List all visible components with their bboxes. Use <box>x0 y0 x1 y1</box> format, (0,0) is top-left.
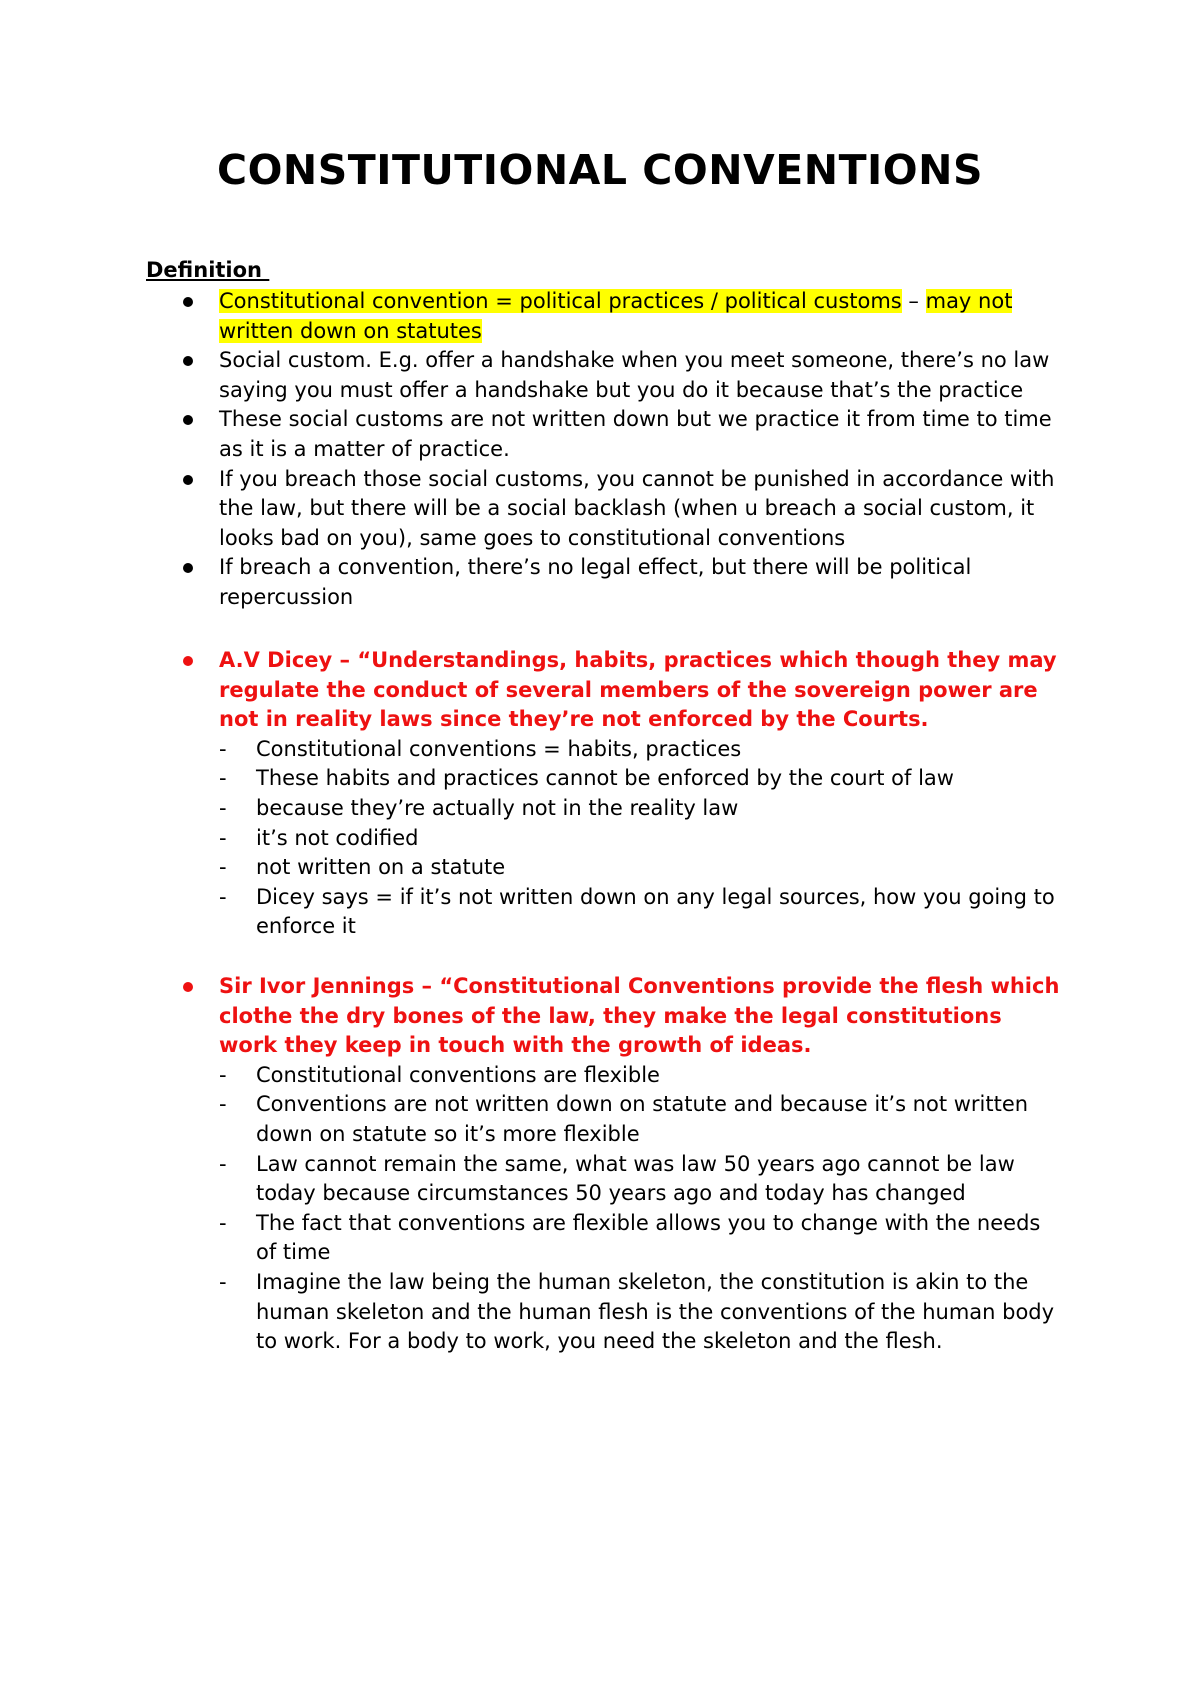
list-item <box>0 465 1200 554</box>
list-item-text: Law cannot remain the same, what was law 50 years ago cannot be law today because circumstances 50 years ago and today has changed <box>256 1151 1015 1206</box>
page-title: CONSTITUTIONAL CONVENTIONS <box>216 146 983 194</box>
list-item <box>0 405 1200 464</box>
list-item <box>0 553 1200 612</box>
list-item-text: it’s not codified <box>256 825 419 850</box>
list-item <box>0 1268 1200 1357</box>
list-item-text: Dicey says = if it’s not written down on any legal sources, how you going to enforce it <box>256 884 1055 939</box>
definition-list <box>0 287 1200 613</box>
dash-icon: - <box>219 1062 227 1087</box>
list-item <box>0 1090 1200 1149</box>
list-item <box>0 972 1200 1357</box>
dicey-section <box>0 646 1200 942</box>
bullet-icon <box>183 356 193 366</box>
bullet-icon <box>183 656 193 666</box>
bullet-icon <box>183 297 193 307</box>
dash-icon: - <box>219 855 227 880</box>
dash-icon: - <box>219 766 227 791</box>
bullet-icon <box>183 475 193 485</box>
list-item <box>0 824 1200 854</box>
list-item-text: These habits and practices cannot be enforced by the court of law <box>256 766 954 791</box>
list-item <box>0 346 1200 405</box>
dash-icon: - <box>219 1151 227 1176</box>
list-item <box>0 646 1200 942</box>
jennings-section <box>0 972 1200 1357</box>
dash-icon: - <box>219 825 227 850</box>
definition-heading: Definition <box>146 258 270 282</box>
dash-icon: - <box>219 795 227 820</box>
jennings-quote: Sir Ivor Jennings – “Constitutional Conventions provide the flesh which clothe the dry bones of the law, they make the legal constitutions work they keep in touch with the growth of ideas. <box>219 974 1060 1058</box>
list-item-text: If breach a convention, there’s no legal effect, but there will be political repercussion <box>219 555 972 609</box>
list-item <box>0 764 1200 794</box>
list-item-text: because they’re actually not in the reality law <box>256 795 739 820</box>
list-item-text: If you breach those social customs, you cannot be punished in accordance with the law, but there will be a social backlash (when u breach a social custom, it looks bad on you), same goes to constitutional conventions <box>219 466 1055 550</box>
list-item-text: These social customs are not written down but we practice it from time to time as it is a matter of practice. <box>219 407 1052 461</box>
list-item-text: Constitutional conventions = habits, practices <box>256 736 742 761</box>
highlighted-text: may not written down on statutes <box>219 289 1013 343</box>
bullet-icon <box>183 982 193 992</box>
list-item <box>0 287 1200 346</box>
list-item-text: Social custom. E.g. offer a handshake when you meet someone, there’s no law saying you must offer a handshake but you do it because that’s the practice <box>219 348 1050 402</box>
list-item-text: Constitutional conventions are flexible <box>256 1062 660 1087</box>
list-item <box>0 735 1200 765</box>
jennings-points <box>0 1061 1200 1357</box>
dash-icon: - <box>219 1092 227 1117</box>
dash-icon: - <box>219 884 227 909</box>
list-item-text: The fact that conventions are flexible allows you to change with the needs of time <box>256 1210 1041 1265</box>
dash-icon: - <box>219 736 227 761</box>
list-item <box>0 1209 1200 1268</box>
highlighted-text: Constitutional convention = political practices / political customs <box>219 289 902 313</box>
dash-icon: - <box>219 1269 227 1294</box>
list-item <box>0 1061 1200 1091</box>
list-item <box>0 883 1200 942</box>
list-item-text: Imagine the law being the human skeleton, the constitution is akin to the human skeleton and the human flesh is the conventions of the human body to work. For a body to work, you need the skeleton and the flesh. <box>256 1269 1055 1354</box>
bullet-icon <box>183 415 193 425</box>
dicey-quote: A.V Dicey – “Understandings, habits, practices which though they may regulate the conduct of several members of the sovereign power are not in reality laws since they’re not enforced by the Courts. <box>219 648 1057 732</box>
list-item-text: not written on a statute <box>256 855 506 880</box>
dash-icon: - <box>219 1210 227 1235</box>
list-item <box>0 794 1200 824</box>
list-item <box>0 1150 1200 1209</box>
dicey-points <box>0 735 1200 942</box>
list-item <box>0 853 1200 883</box>
list-item-text: – <box>901 289 926 313</box>
list-item-text: Conventions are not written down on statute and because it’s not written down on statute so it’s more flexible <box>256 1092 1029 1146</box>
bullet-icon <box>183 563 193 573</box>
